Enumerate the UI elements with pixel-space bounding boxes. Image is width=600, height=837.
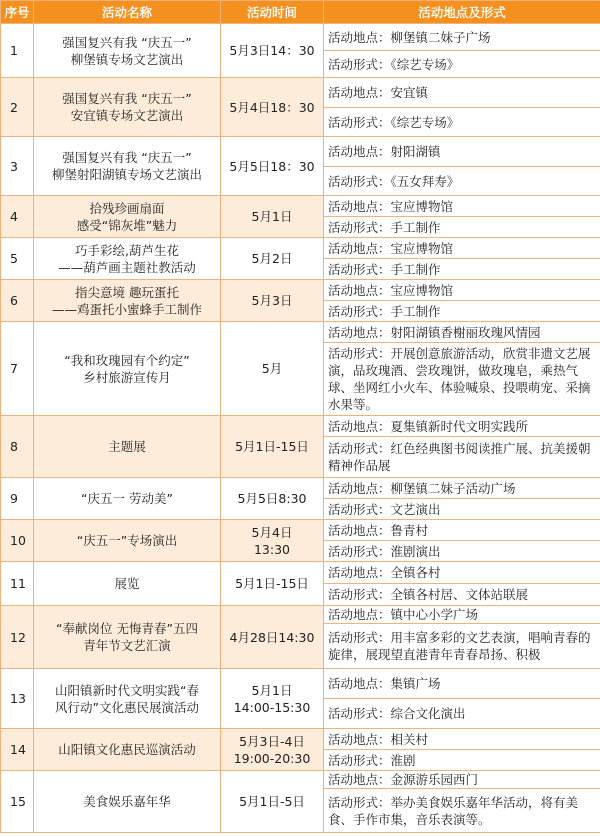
table-row bbox=[1, 322, 600, 343]
activity-name: 山阳镇新时代文明实践“春 风行动”文化惠民展演活动 bbox=[34, 669, 221, 729]
activity-name: “奉献岗位 无悔青春”五四 青年节文艺汇演 bbox=[34, 606, 221, 669]
activity-time: 5月3日 bbox=[221, 280, 324, 322]
activity-time: 5月1日-15日 bbox=[221, 416, 324, 478]
activity-time: 4月28日14:30 bbox=[221, 606, 324, 669]
row-number: 3 bbox=[1, 137, 34, 196]
activity-name: 强国复兴有我 “庆五一” 柳堡射阳湖镇专场文艺演出 bbox=[34, 137, 221, 196]
activity-detail: 活动地点：全镇各村 bbox=[324, 562, 600, 584]
table-row bbox=[1, 196, 600, 217]
row-number: 4 bbox=[1, 196, 34, 238]
row-number: 13 bbox=[1, 669, 34, 729]
table-row bbox=[1, 238, 600, 259]
activity-time: 5月5日18：30 bbox=[221, 137, 324, 196]
header-name: 活动名称 bbox=[34, 1, 221, 24]
activity-detail: 活动地点：宝应博物馆 bbox=[324, 196, 600, 217]
table-body bbox=[1, 24, 600, 833]
activity-detail: 活动形式：《综艺专场》 bbox=[324, 108, 600, 137]
activity-time: 5月1日-5日 bbox=[221, 771, 324, 833]
row-number: 6 bbox=[1, 280, 34, 322]
activity-time: 5月4日18：30 bbox=[221, 78, 324, 137]
activity-name: 展览 bbox=[34, 562, 221, 606]
activity-time: 5月1日-15日 bbox=[221, 562, 324, 606]
activity-name: 强国复兴有我 “庆五一” 安宜镇专场文艺演出 bbox=[34, 78, 221, 137]
activity-time: 5月3日-4日 19:00-20:30 bbox=[221, 729, 324, 771]
activity-detail: 活动形式：全镇各村居、文体站联展 bbox=[324, 584, 600, 606]
activity-time: 5月4日 13:30 bbox=[221, 520, 324, 562]
header-time: 活动时间 bbox=[221, 1, 324, 24]
table-row bbox=[1, 729, 600, 750]
activity-name: 巧手彩绘,葫芦生花 ——葫芦画主题社教活动 bbox=[34, 238, 221, 280]
row-number: 11 bbox=[1, 562, 34, 606]
activity-detail: 活动形式：文艺演出 bbox=[324, 499, 600, 520]
activity-detail: 活动地点：宝应博物馆 bbox=[324, 238, 600, 259]
table-row bbox=[1, 416, 600, 437]
activity-name: “庆五一 劳动美” bbox=[34, 478, 221, 520]
activity-name: 拾残珍画扇面 感受“锦灰堆”魅力 bbox=[34, 196, 221, 238]
table-row bbox=[1, 606, 600, 624]
activity-time: 5月5日8:30 bbox=[221, 478, 324, 520]
activity-detail: 活动形式：手工制作 bbox=[324, 259, 600, 280]
table-row bbox=[1, 478, 600, 499]
table-row bbox=[1, 520, 600, 541]
activity-name: “我和玫瑰园有个约定” 乡村旅游宣传月 bbox=[34, 322, 221, 416]
activity-detail: 活动地点：安宜镇 bbox=[324, 78, 600, 108]
activity-detail: 活动形式：红色经典图书阅读推广展、抗美援朝精神作品展 bbox=[324, 437, 600, 478]
row-number: 14 bbox=[1, 729, 34, 771]
row-number: 1 bbox=[1, 24, 34, 78]
activity-detail: 活动地点：射阳湖镇香榭丽玫瑰风情园 bbox=[324, 322, 600, 343]
activity-time: 5月 bbox=[221, 322, 324, 416]
activity-time: 5月1日 bbox=[221, 196, 324, 238]
activity-time: 5月3日14：30 bbox=[221, 24, 324, 78]
activity-detail: 活动形式：开展创意旅游活动，欣赏非遗文艺展演，品玫瑰酒、尝玫瑰饼，做玫瑰皂，乘热气球、坐网红小火车、体验喊泉、投喂萌宠、采摘水果等。 bbox=[324, 343, 600, 416]
activity-detail: 活动形式：手工制作 bbox=[324, 217, 600, 238]
activity-detail: 活动形式：淮剧 bbox=[324, 750, 600, 771]
row-number: 15 bbox=[1, 771, 34, 833]
row-number: 5 bbox=[1, 238, 34, 280]
activity-name: 主题展 bbox=[34, 416, 221, 478]
table-row bbox=[1, 669, 600, 699]
activity-detail: 活动形式：举办美食娱乐嘉年华活动，将有美食、手作市集，音乐表演等。 bbox=[324, 789, 600, 833]
row-number: 7 bbox=[1, 322, 34, 416]
activity-detail: 活动地点：柳堡镇二妹子活动广场 bbox=[324, 478, 600, 499]
activity-name: 指尖意境 趣玩蛋托 ——鸡蛋托小蜜蜂手工制作 bbox=[34, 280, 221, 322]
activity-detail: 活动地点：金源游乐园西门 bbox=[324, 771, 600, 789]
activity-detail: 活动地点：相关村 bbox=[324, 729, 600, 750]
table-row bbox=[1, 78, 600, 108]
activity-time: 5月1日 14:00-15:30 bbox=[221, 669, 324, 729]
table-row bbox=[1, 137, 600, 167]
table-header-row bbox=[1, 1, 600, 24]
activity-detail: 活动形式：综合文化演出 bbox=[324, 699, 600, 729]
activity-detail: 活动形式：《综艺专场》 bbox=[324, 51, 600, 78]
activity-detail: 活动形式：用丰富多彩的文艺表演，唱响青春的旋律，展现望直港青年青春昂扬、积极 bbox=[324, 624, 600, 669]
row-number: 2 bbox=[1, 78, 34, 137]
activity-name: “庆五一”专场演出 bbox=[34, 520, 221, 562]
activity-name: 强国复兴有我 “庆五一” 柳堡镇专场文艺演出 bbox=[34, 24, 221, 78]
activity-detail: 活动形式：淮剧演出 bbox=[324, 541, 600, 562]
activity-detail: 活动形式：《五女拜寿》 bbox=[324, 167, 600, 196]
activity-name: 美食娱乐嘉年华 bbox=[34, 771, 221, 833]
activity-detail: 活动地点：镇中心小学广场 bbox=[324, 606, 600, 624]
table-row bbox=[1, 771, 600, 789]
activity-detail: 活动地点：宝应博物馆 bbox=[324, 280, 600, 301]
row-number: 12 bbox=[1, 606, 34, 669]
activity-detail: 活动地点：夏集镇新时代文明实践所 bbox=[324, 416, 600, 437]
activity-detail: 活动地点：射阳湖镇 bbox=[324, 137, 600, 167]
row-number: 9 bbox=[1, 478, 34, 520]
row-number: 10 bbox=[1, 520, 34, 562]
header-no: 序号 bbox=[1, 1, 34, 24]
activity-detail: 活动地点：鲁青村 bbox=[324, 520, 600, 541]
activity-name: 山阳镇文化惠民巡演活动 bbox=[34, 729, 221, 771]
table-row bbox=[1, 562, 600, 584]
table-row bbox=[1, 280, 600, 301]
header-location-format: 活动地点及形式 bbox=[324, 1, 600, 24]
activity-detail: 活动地点：柳堡镇二妹子广场 bbox=[324, 24, 600, 51]
activity-detail: 活动地点：集镇广场 bbox=[324, 669, 600, 699]
table-row bbox=[1, 24, 600, 51]
row-number: 8 bbox=[1, 416, 34, 478]
activity-time: 5月2日 bbox=[221, 238, 324, 280]
activity-detail: 活动形式：手工制作 bbox=[324, 301, 600, 322]
